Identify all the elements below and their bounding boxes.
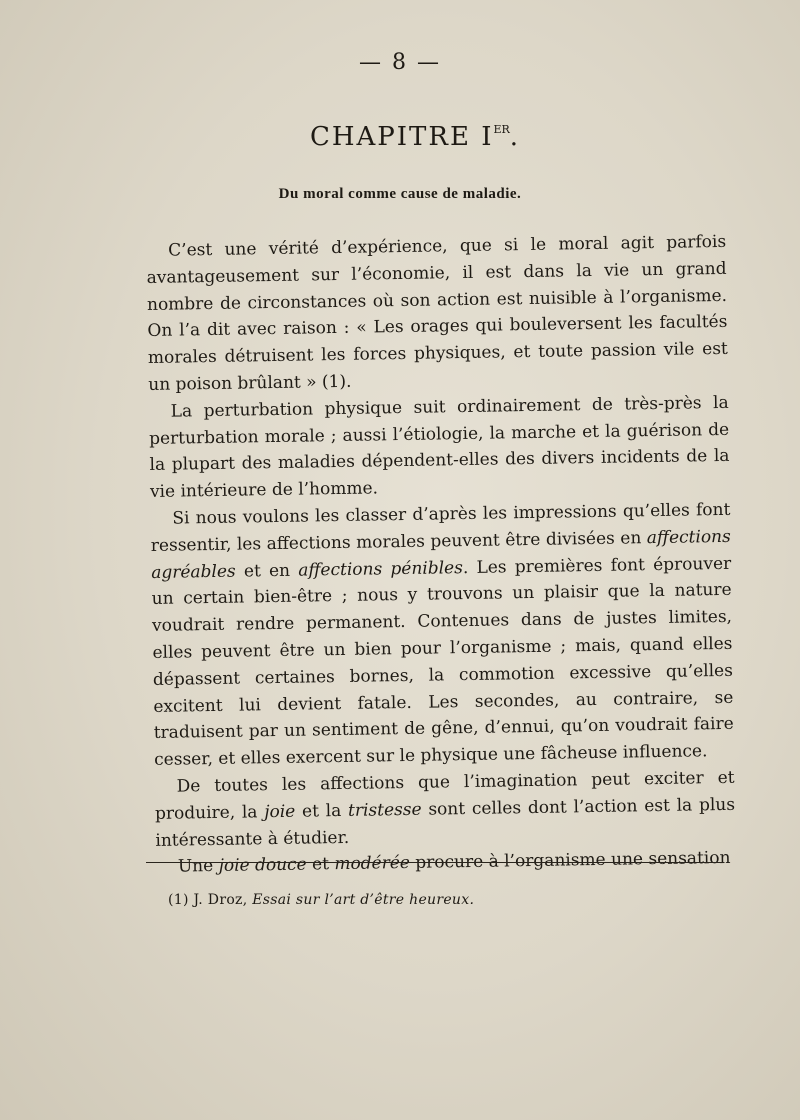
paragraph-4-text: et la	[295, 800, 349, 822]
footnote	[168, 892, 728, 908]
paragraph-5-text: procure à l’organisme une sensation	[409, 848, 731, 874]
paragraph-3	[150, 497, 734, 774]
paragraph-4-text: De toutes les affections que l’imagination peut exciter et produire, la	[154, 767, 735, 824]
paragraph-3-text: . Les premières font éprouver un certain bien-être ; nous y trouvons un plaisir que la nature voudrait rendre permanent. Contenues dans de justes limites, elles peuvent être un bien pour l’organisme ; mais, quand elles dépassent certaines bornes, la commotion excessive qu’elles excitent lui devient fatale. Les secondes, au contraire, se traduisent par un sentiment de gêne, d’ennui, qu’on voudrait faire cesser, et elles exercent sur le physique une fâcheuse influence.	[151, 553, 734, 771]
footnote-title: Essai sur l’art d’être heureux.	[252, 892, 475, 908]
footnote-marker: (1) J. Droz,	[168, 892, 253, 908]
italic-term: joie	[264, 801, 296, 822]
italic-term: modérée	[334, 853, 411, 875]
paragraph-4-text: sont celles dont l’action est la plus intéressante à étudier.	[155, 794, 736, 851]
paragraph-4	[154, 765, 735, 854]
paragraph-5-text: Une	[177, 856, 219, 877]
italic-term: affections agréables	[151, 526, 731, 583]
chapter-title: CHAPITRE I	[309, 122, 494, 152]
chapter-heading	[0, 122, 800, 152]
italic-term: tristesse	[347, 799, 422, 821]
chapter-subtitle: Du moral comme cause de maladie.	[278, 186, 522, 202]
chapter-ordinal-suffix: ER	[493, 123, 510, 136]
paragraph-1: C’est une vérité d’expérience, que si le moral agit parfois avantageusement sur l’économie, il est dans la vie un grand nombre de circonstances où son action est nuisible à l’organisme. On l’a dit avec raison : « Les orages qui bouleversent les facultés morales détruisent les forces physiques, et toute passion vile est un poison brûlant » (1).	[146, 231, 728, 395]
italic-term: affections pénibles	[298, 557, 464, 581]
paragraph-3-text: et en	[235, 560, 299, 582]
footnote-separator	[146, 862, 724, 863]
paragraph-5-text: et	[306, 854, 335, 875]
body-text	[146, 229, 736, 881]
italic-term: joie douce	[218, 854, 307, 877]
paragraph-2: La perturbation physique suit ordinairement de très-près la perturbation morale ; aussi l’étiologie, la marche et la guérison de la plupart des maladies dépendent-elles des divers incidents de la vie intérieure de l’homme.	[148, 392, 730, 503]
chapter-dot: .	[509, 122, 521, 152]
page-number: — 8 —	[359, 50, 441, 75]
paragraph-3-text: Si nous voulons les classer d’après les impressions qu’elles font ressentir, les affections morales peuvent être divisées en	[150, 499, 731, 556]
